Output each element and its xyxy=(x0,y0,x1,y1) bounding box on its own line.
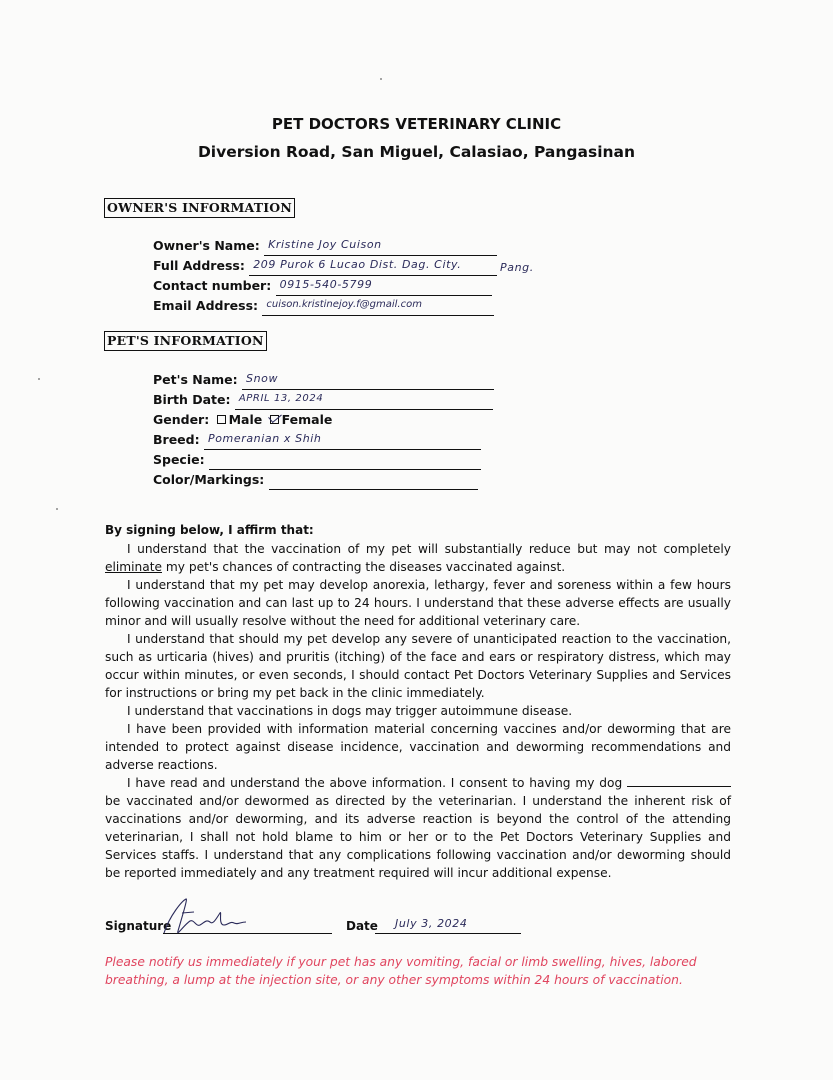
clinic-name: PET DOCTORS VETERINARY CLINIC xyxy=(271,115,562,133)
pet-section-title: PET'S INFORMATION xyxy=(104,331,267,351)
owner-section-title: OWNER'S INFORMATION xyxy=(104,198,295,218)
paragraph-1-underlined: eliminate xyxy=(105,560,162,574)
pet-name-field[interactable] xyxy=(153,370,494,390)
signature-label: Signature xyxy=(105,919,172,933)
date-line[interactable] xyxy=(375,913,521,934)
breed-line[interactable] xyxy=(204,432,481,450)
contact-number-line[interactable] xyxy=(276,278,492,296)
breed-field[interactable] xyxy=(153,430,481,450)
date-label: Date xyxy=(346,919,378,933)
gender-label: Gender: xyxy=(153,412,210,427)
pet-name-line[interactable] xyxy=(242,372,494,390)
breed-value: Pomeranian x Shih xyxy=(207,432,322,445)
affirmation-paragraph-2: I understand that my pet may develop anorexia, lethargy, fever and soreness within a few hours following vaccination and can last up to 24 hours. I understand that these adverse effects are usually minor and will usually resolve without the need for additional veterinary care. xyxy=(105,578,731,628)
specie-label: Specie: xyxy=(153,452,205,467)
female-option-label: Female xyxy=(281,412,333,427)
owner-name-field[interactable] xyxy=(153,236,497,256)
male-checkbox[interactable] xyxy=(217,415,226,424)
birth-date-value: APRIL 13, 2024 xyxy=(238,393,324,404)
color-markings-line[interactable] xyxy=(269,472,478,490)
scan-speck xyxy=(56,508,58,510)
affirmation-body xyxy=(105,540,731,882)
scan-speck xyxy=(38,378,40,380)
owner-name-label: Owner's Name: xyxy=(153,238,260,253)
owner-name-value: Kristine Joy Cuison xyxy=(268,238,382,251)
full-address-field[interactable] xyxy=(153,256,497,276)
signature-text: Kristine Cuison xyxy=(160,939,168,940)
paragraph-6-start: I have read and understand the above information. I consent to having my dog xyxy=(127,776,627,790)
full-address-value: 209 Purok 6 Lucao Dist. Dag. City. xyxy=(253,258,462,271)
affirmation-paragraph-1 xyxy=(105,540,731,576)
breed-label: Breed: xyxy=(153,432,200,447)
pet-name-label: Pet's Name: xyxy=(153,372,238,387)
email-address-label: Email Address: xyxy=(153,298,259,313)
owner-name-line[interactable] xyxy=(264,238,497,256)
email-address-line[interactable] xyxy=(262,298,494,316)
pet-name-value: Snow xyxy=(246,372,279,385)
email-address-value: cuison.kristinejoy.f@gmail.com xyxy=(266,299,422,310)
dog-name-blank[interactable] xyxy=(627,774,731,787)
date-value: July 3, 2024 xyxy=(395,917,468,930)
contact-number-field[interactable] xyxy=(153,276,492,296)
specie-field[interactable] xyxy=(153,450,481,470)
affirmation-paragraph-6 xyxy=(105,774,731,882)
specie-line[interactable] xyxy=(209,452,481,470)
scan-speck xyxy=(380,78,382,80)
full-address-overflow: Pang. xyxy=(500,261,534,274)
affirmation-heading: By signing below, I affirm that: xyxy=(105,523,314,537)
paragraph-1-end: my pet's chances of contracting the diseases vaccinated against. xyxy=(162,560,566,574)
handwritten-signature xyxy=(160,895,250,940)
affirmation-paragraph-5: I have been provided with information material concerning vaccines and/or deworming that are intended to protect against disease incidence, vaccination and deworming recommendations and adverse reactions. xyxy=(105,722,731,772)
birth-date-line[interactable] xyxy=(235,392,493,410)
vaccination-notice: Please notify us immediately if your pet has any vomiting, facial or limb swelling, hives, labored breathing, a lump at the injection site, or any other symptoms within 24 hours of vaccination. xyxy=(105,955,697,987)
email-address-field[interactable] xyxy=(153,296,494,316)
contact-number-value: 0915-540-5799 xyxy=(279,278,373,291)
affirmation-paragraph-4: I understand that vaccinations in dogs may trigger autoimmune disease. xyxy=(127,704,573,718)
female-checkbox[interactable] xyxy=(270,415,279,424)
paragraph-6-end: be vaccinated and/or dewormed as directed by the veterinarian. I understand the inherent risk of vaccinations and/or deworming, and its adverse reaction is beyond the control of the attending veterinarian, I shall not hold blame to him or her or to the Pet Doctors Veterinary Supplies and Services staffs. I understand that any complications following vaccination and/or deworming should be reported immediately and any treatment required will incur additional expense. xyxy=(105,794,731,880)
contact-number-label: Contact number: xyxy=(153,278,272,293)
gender-field xyxy=(153,410,332,430)
affirmation-paragraph-3: I understand that should my pet develop any severe of unanticipated reaction to the vaccination, such as urticaria (hives) and pruritis (itching) of the face and ears or respiratory distress, which may occur within minutes, or even seconds, I should contact Pet Doctors Veterinary Supplies and Services for instructions or bring my pet back in the clinic immediately. xyxy=(105,632,731,700)
clinic-address: Diversion Road, San Miguel, Calasiao, Pangasinan xyxy=(197,143,636,161)
birth-date-field[interactable] xyxy=(153,390,493,410)
full-address-label: Full Address: xyxy=(153,258,245,273)
paragraph-1-start: I understand that the vaccination of my pet will substantially reduce but may not completely xyxy=(127,542,731,556)
birth-date-label: Birth Date: xyxy=(153,392,231,407)
male-option-label: Male xyxy=(228,412,263,427)
color-markings-field[interactable] xyxy=(153,470,478,490)
color-markings-label: Color/Markings: xyxy=(153,472,265,487)
full-address-line[interactable] xyxy=(249,258,497,276)
